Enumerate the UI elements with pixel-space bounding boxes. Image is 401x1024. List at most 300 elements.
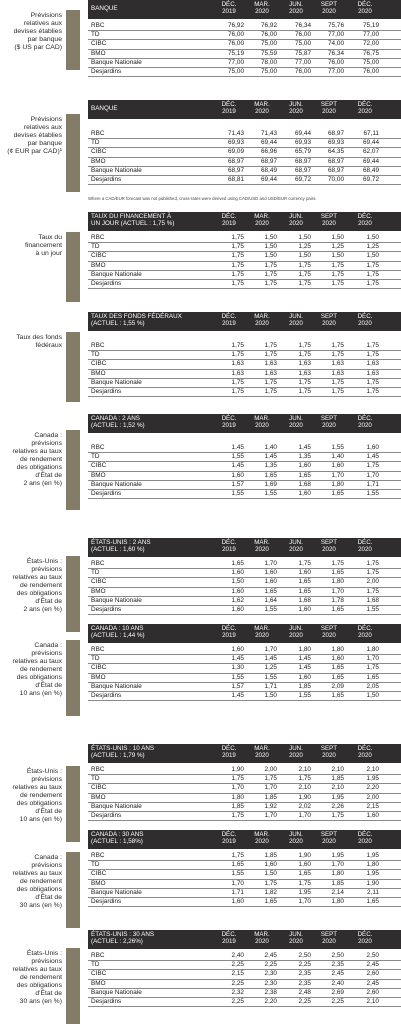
- forecast-value: 1,75: [231, 811, 244, 819]
- forecast-value: 1,45: [231, 691, 244, 699]
- forecast-value: 2,50: [366, 952, 379, 959]
- table-row: [88, 40, 401, 49]
- column-header-line: 2020: [358, 632, 372, 640]
- description-line: fédéraux: [35, 342, 62, 349]
- column-header: [214, 415, 244, 430]
- description-line: de rendement: [20, 974, 62, 981]
- column-header: [350, 625, 380, 640]
- forecast-value: 1,65: [331, 569, 344, 577]
- section-description: [0, 854, 62, 910]
- forecast-value: 69,44: [261, 175, 277, 183]
- forecast-value: 69,93: [295, 139, 311, 147]
- column-header-line: SEPT: [320, 831, 338, 838]
- forecast-value: 1,75: [298, 387, 311, 395]
- forecast-value: 68,97: [328, 157, 344, 165]
- forecast-value: 1,75: [366, 351, 379, 359]
- bank-name: Desjardins: [91, 489, 122, 497]
- description-line: d'État de: [35, 472, 62, 479]
- forecast-value: 1,55: [264, 673, 277, 681]
- table-row: [88, 794, 401, 803]
- forecast-value: 68,97: [228, 157, 244, 165]
- forecast-value: 1,55: [231, 489, 244, 497]
- column-header: [247, 539, 277, 554]
- forecast-value: 68,97: [295, 166, 311, 174]
- bank-name: BMO: [91, 587, 106, 595]
- forecast-value: 1,40: [331, 453, 344, 461]
- forecast-value: 1,70: [298, 811, 311, 819]
- forecast-value: 77,00: [363, 31, 379, 39]
- bank-name: BMO: [91, 49, 106, 57]
- table-row: [88, 130, 401, 139]
- bank-name: Banque Nationale: [91, 58, 142, 66]
- column-header-line: 2020: [289, 320, 303, 328]
- forecast-value: 1,75: [331, 261, 344, 269]
- forecast-value: 75,87: [295, 49, 311, 57]
- section-accent-bar: [66, 852, 80, 928]
- table-row: [88, 351, 401, 360]
- forecast-value: 1,65: [331, 691, 344, 699]
- forecast-value: 1,75: [231, 234, 244, 241]
- table-header: [88, 414, 401, 433]
- column-header-line: 2020: [358, 546, 372, 554]
- forecast-value: 1,90: [366, 879, 379, 887]
- column-header-line: DÉC.: [357, 213, 373, 220]
- column-header: [281, 313, 311, 328]
- column-header: [214, 539, 244, 554]
- forecast-value: 76,00: [328, 58, 344, 66]
- forecast-value: 1,85: [331, 775, 344, 783]
- forecast-value: 1,90: [231, 766, 244, 773]
- forecast-value: 76,00: [261, 31, 277, 39]
- column-header: [247, 313, 277, 328]
- column-header-line: 2020: [358, 8, 372, 16]
- forecast-value: 1,65: [366, 673, 379, 681]
- forecast-value: 68,49: [261, 166, 277, 174]
- column-header-line: 2020: [289, 838, 303, 846]
- table-row: [88, 812, 401, 821]
- forecast-value: 1,71: [264, 682, 277, 690]
- forecast-value: 1,80: [298, 646, 311, 653]
- column-header-line: 2020: [358, 752, 372, 760]
- table-row: [88, 646, 401, 655]
- forecast-value: 1,60: [264, 569, 277, 577]
- column-header: [247, 745, 277, 760]
- bank-name: RBC: [91, 766, 105, 773]
- forecast-value: 1,95: [366, 852, 379, 859]
- forecast-value: 2,45: [264, 952, 277, 959]
- bank-name: RBC: [91, 22, 105, 29]
- forecast-value: 1,70: [331, 587, 344, 595]
- forecast-value: 1,60: [298, 462, 311, 470]
- forecast-value: 1,63: [366, 369, 379, 377]
- table-title-line: (ACTUEL : 1,58%): [91, 838, 143, 846]
- forecast-value: 76,92: [228, 22, 244, 29]
- column-header: [350, 931, 380, 946]
- description-line: par banque: [27, 140, 62, 147]
- forecast-value: 1,60: [231, 646, 244, 653]
- table-title-line: CANADA : 30 ANS: [91, 831, 144, 838]
- bank-name: TD: [91, 775, 100, 783]
- bank-name: Banque Nationale: [91, 270, 142, 278]
- forecast-value: 2,40: [231, 952, 244, 959]
- description-line: États-Unis :: [26, 950, 62, 957]
- column-header: [314, 1, 344, 16]
- description-line: Canada :: [34, 642, 62, 649]
- description-line: devises établies: [13, 132, 62, 139]
- forecast-value: 1,70: [366, 655, 379, 663]
- forecast-value: 78,00: [261, 58, 277, 66]
- forecast-value: 1,80: [331, 897, 344, 905]
- table-row: [88, 234, 401, 243]
- forecast-value: 1,60: [231, 897, 244, 905]
- table-row: [88, 158, 401, 167]
- forecast-value: 1,50: [366, 691, 379, 699]
- forecast-value: 2,11: [367, 888, 379, 896]
- forecast-value: 1,75: [231, 351, 244, 359]
- forecast-value: 1,45: [298, 655, 311, 663]
- forecast-value: 1,75: [366, 378, 379, 386]
- bank-name: Desjardins: [91, 897, 122, 905]
- bank-name: TD: [91, 31, 100, 39]
- forecast-value: 1,50: [264, 243, 277, 251]
- column-header: [214, 213, 244, 228]
- forecast-value: 1,75: [231, 852, 244, 859]
- forecast-value: 75,00: [228, 67, 244, 75]
- bank-name: Banque Nationale: [91, 596, 142, 604]
- description-line: 2 ans (en %): [23, 480, 62, 487]
- forecast-table: [88, 312, 401, 397]
- bank-name: CIBC: [91, 578, 107, 586]
- bank-name: Desjardins: [91, 279, 122, 287]
- column-header-line: DÉC.: [357, 313, 373, 320]
- table-title: [91, 105, 211, 112]
- bank-name: TD: [91, 351, 100, 359]
- bank-name: CIBC: [91, 360, 107, 368]
- forecast-value: 1,68: [298, 480, 311, 488]
- column-header-line: 2020: [322, 838, 336, 846]
- column-header-line: MAR.: [254, 831, 270, 838]
- table-row: [88, 370, 401, 379]
- forecast-value: 1,75: [298, 775, 311, 783]
- table-row: [88, 569, 401, 578]
- column-header: [281, 931, 311, 946]
- forecast-value: 77,00: [328, 67, 344, 75]
- forecast-value: 1,95: [331, 852, 344, 859]
- forecast-value: 1,55: [264, 489, 277, 497]
- table-row: [88, 167, 401, 176]
- column-header-line: 2020: [289, 422, 303, 430]
- table-title-line: (ACTUEL : 1,60 %): [91, 546, 145, 554]
- description-line: relatives au taux: [12, 448, 62, 455]
- column-header-line: 2020: [322, 108, 336, 116]
- column-header-line: 2020: [255, 220, 269, 228]
- column-header: [214, 931, 244, 946]
- table-header: [88, 312, 401, 331]
- forecast-value: 1,75: [264, 387, 277, 395]
- bank-name: Desjardins: [91, 691, 122, 699]
- column-header-line: JUN.: [289, 625, 303, 632]
- description-line: de rendement: [20, 456, 62, 463]
- forecast-value: 1,55: [331, 444, 344, 451]
- forecast-value: 1,82: [264, 888, 277, 896]
- column-header-line: JUN.: [289, 745, 303, 752]
- forecast-value: 1,65: [366, 897, 379, 905]
- column-header: [314, 415, 344, 430]
- forecast-value: 1,65: [231, 861, 244, 869]
- forecast-table: [88, 100, 401, 185]
- forecast-value: 1,35: [298, 453, 311, 461]
- forecast-value: 1,75: [331, 378, 344, 386]
- forecast-value: 1,57: [231, 682, 244, 690]
- forecast-value: 1,75: [366, 560, 379, 567]
- bank-name: BMO: [91, 369, 106, 377]
- column-header-line: 2020: [289, 220, 303, 228]
- forecast-value: 1,75: [331, 387, 344, 395]
- column-header-line: 2019: [222, 320, 236, 328]
- table-row: [88, 998, 401, 1007]
- table-row: [88, 898, 401, 907]
- forecast-value: 1,75: [231, 378, 244, 386]
- table-title-line: BANQUE: [91, 105, 118, 112]
- forecast-value: 1,75: [264, 279, 277, 287]
- forecast-value: 2,10: [298, 784, 311, 792]
- bank-name: CIBC: [91, 970, 107, 978]
- table-header: [88, 624, 401, 643]
- column-header-line: JUN.: [289, 313, 303, 320]
- column-header-line: JUN.: [289, 931, 303, 938]
- forecast-value: 1,69: [264, 480, 277, 488]
- bank-name: CIBC: [91, 252, 107, 260]
- forecast-value: 1,63: [298, 360, 311, 368]
- table-header: [88, 830, 401, 849]
- forecast-value: 1,55: [298, 691, 311, 699]
- bank-name: CIBC: [91, 40, 107, 48]
- forecast-value: 75,76: [328, 22, 344, 29]
- bank-name: RBC: [91, 234, 105, 241]
- forecast-value: 1,50: [331, 234, 344, 241]
- forecast-value: 2,45: [331, 970, 344, 978]
- forecast-value: 1,75: [264, 378, 277, 386]
- column-header: [247, 213, 277, 228]
- description-line: prévisions: [31, 862, 62, 869]
- table-row: [88, 664, 401, 673]
- forecast-value: 65,79: [295, 148, 311, 156]
- forecast-value: 1,75: [298, 560, 311, 567]
- forecast-value: 1,95: [366, 870, 379, 878]
- table-row: [88, 243, 401, 252]
- table-title: [91, 5, 211, 12]
- description-line: Prévisions: [30, 116, 62, 123]
- forecast-value: 69,72: [295, 175, 311, 183]
- forecast-value: 76,00: [295, 31, 311, 39]
- bank-name: Banque Nationale: [91, 988, 142, 996]
- table-title-line: (ACTUEL : 1,55 %): [91, 320, 145, 328]
- table-row: [88, 388, 401, 397]
- forecast-value: 1,60: [298, 861, 311, 869]
- column-header-line: 2019: [222, 838, 236, 846]
- column-header: [350, 415, 380, 430]
- forecast-value: 1,55: [231, 453, 244, 461]
- forecast-value: 1,75: [366, 270, 379, 278]
- forecast-value: 76,00: [228, 40, 244, 48]
- forecast-value: 1,75: [298, 261, 311, 269]
- column-header: [247, 101, 277, 116]
- table-row: [88, 692, 401, 701]
- table-row: [88, 139, 401, 148]
- forecast-value: 2,14: [331, 888, 344, 896]
- bank-name: BMO: [91, 471, 106, 479]
- forecast-value: 1,71: [366, 480, 379, 488]
- column-header: [350, 539, 380, 554]
- description-line: relatives au taux: [12, 966, 62, 973]
- column-header: [314, 101, 344, 116]
- table-title-line: (ACTUEL : 1,44 %): [91, 632, 145, 640]
- forecast-value: 76,92: [261, 22, 277, 29]
- section-accent-bar: [66, 430, 80, 510]
- bank-name: Banque Nationale: [91, 682, 142, 690]
- forecast-value: 1,75: [366, 279, 379, 287]
- forecast-value: 2,60: [366, 988, 379, 996]
- table-row: [88, 597, 401, 606]
- forecast-value: 76,75: [363, 49, 379, 57]
- forecast-value: 1,80: [331, 870, 344, 878]
- forecast-value: 1,25: [264, 664, 277, 672]
- forecast-value: 1,60: [298, 489, 311, 497]
- column-header-line: 2020: [358, 108, 372, 116]
- forecast-value: 1,60: [331, 655, 344, 663]
- forecast-value: 1,65: [331, 489, 344, 497]
- forecast-value: 77,00: [228, 58, 244, 66]
- bank-name: Banque Nationale: [91, 378, 142, 386]
- table-title: [91, 213, 211, 228]
- forecast-value: 2,25: [231, 997, 244, 1005]
- table-row: [88, 31, 401, 40]
- forecast-value: 75,59: [261, 49, 277, 57]
- forecast-value: 2,10: [331, 784, 344, 792]
- column-header-line: DÉC.: [357, 625, 373, 632]
- column-header: [247, 625, 277, 640]
- forecast-value: 1,55: [366, 605, 379, 613]
- forecast-value: 1,75: [231, 243, 244, 251]
- column-header-line: MAR.: [254, 1, 270, 8]
- table-title: [91, 831, 211, 846]
- column-header-line: 2020: [255, 108, 269, 116]
- section-description: [0, 950, 62, 1006]
- forecast-value: 2,35: [331, 961, 344, 969]
- forecast-value: 69,93: [228, 139, 244, 147]
- table-row: [88, 342, 401, 351]
- table-row: [88, 870, 401, 879]
- forecast-value: 1,80: [231, 793, 244, 801]
- column-header-line: JUN.: [289, 539, 303, 546]
- forecast-value: 1,45: [231, 462, 244, 470]
- section-description: [0, 558, 62, 614]
- forecast-value: 1,65: [298, 587, 311, 595]
- bank-name: TD: [91, 961, 100, 969]
- forecast-value: 1,75: [331, 811, 344, 819]
- forecast-value: 1,55: [231, 870, 244, 878]
- forecast-value: 72,00: [363, 40, 379, 48]
- description-line: États-Unis :: [26, 768, 62, 775]
- forecast-value: 1,70: [331, 861, 344, 869]
- bank-name: BMO: [91, 879, 106, 887]
- bank-name: RBC: [91, 130, 105, 137]
- forecast-value: 66,96: [261, 148, 277, 156]
- column-header-line: 2020: [289, 108, 303, 116]
- forecast-value: 1,68: [366, 596, 379, 604]
- column-header-line: JUN.: [289, 101, 303, 108]
- table-row: [88, 980, 401, 989]
- column-header-line: DÉC.: [221, 213, 237, 220]
- forecast-value: 1,75: [264, 879, 277, 887]
- forecast-value: 1,75: [231, 387, 244, 395]
- column-header-line: 2020: [322, 8, 336, 16]
- forecast-value: 1,45: [298, 444, 311, 451]
- forecast-table: [88, 624, 401, 701]
- forecast-value: 1,85: [231, 802, 244, 810]
- column-header: [281, 539, 311, 554]
- column-header-line: DÉC.: [357, 539, 373, 546]
- forecast-value: 1,75: [264, 342, 277, 349]
- bank-name: Desjardins: [91, 605, 122, 613]
- forecast-value: 1,65: [331, 673, 344, 681]
- forecast-value: 2,25: [231, 979, 244, 987]
- description-line: 30 ans (en %): [19, 902, 62, 909]
- forecast-value: 1,50: [231, 578, 244, 586]
- forecast-value: 2,25: [231, 961, 244, 969]
- bank-name: TD: [91, 139, 100, 147]
- section-description: [0, 642, 62, 698]
- forecast-value: 1,50: [264, 234, 277, 241]
- column-header-line: 2020: [289, 8, 303, 16]
- bank-name: RBC: [91, 444, 105, 451]
- column-header-line: DÉC.: [221, 931, 237, 938]
- table-row: [88, 880, 401, 889]
- forecast-value: 1,80: [331, 646, 344, 653]
- forecast-value: 1,75: [231, 270, 244, 278]
- forecast-value: 76,00: [228, 31, 244, 39]
- forecast-value: 69,93: [328, 139, 344, 147]
- bank-name: Banque Nationale: [91, 802, 142, 810]
- column-header: [214, 625, 244, 640]
- forecast-value: 1,80: [366, 646, 379, 653]
- column-header-line: 2019: [222, 108, 236, 116]
- forecast-value: 1,65: [331, 605, 344, 613]
- table-row: [88, 952, 401, 961]
- forecast-value: 1,75: [331, 270, 344, 278]
- forecast-value: 1,60: [331, 462, 344, 470]
- forecast-value: 1,75: [231, 342, 244, 349]
- forecast-table: [88, 538, 401, 615]
- table-row: [88, 22, 401, 31]
- description-line: Prévisions: [30, 12, 62, 19]
- forecast-value: 1,30: [231, 664, 244, 672]
- forecast-value: 2,02: [298, 802, 311, 810]
- forecast-value: 71,43: [228, 130, 244, 137]
- forecast-value: 1,95: [366, 775, 379, 783]
- forecast-value: 1,35: [264, 462, 277, 470]
- table-header: [88, 100, 401, 119]
- description-line: financement: [24, 242, 62, 249]
- bank-name: Desjardins: [91, 175, 122, 183]
- forecast-value: 2,10: [366, 766, 379, 773]
- forecast-value: 2,38: [264, 988, 277, 996]
- forecast-value: 1,85: [331, 879, 344, 887]
- table-row: [88, 252, 401, 261]
- forecast-value: 1,65: [298, 578, 311, 586]
- column-header-line: 2020: [322, 632, 336, 640]
- column-header: [314, 831, 344, 846]
